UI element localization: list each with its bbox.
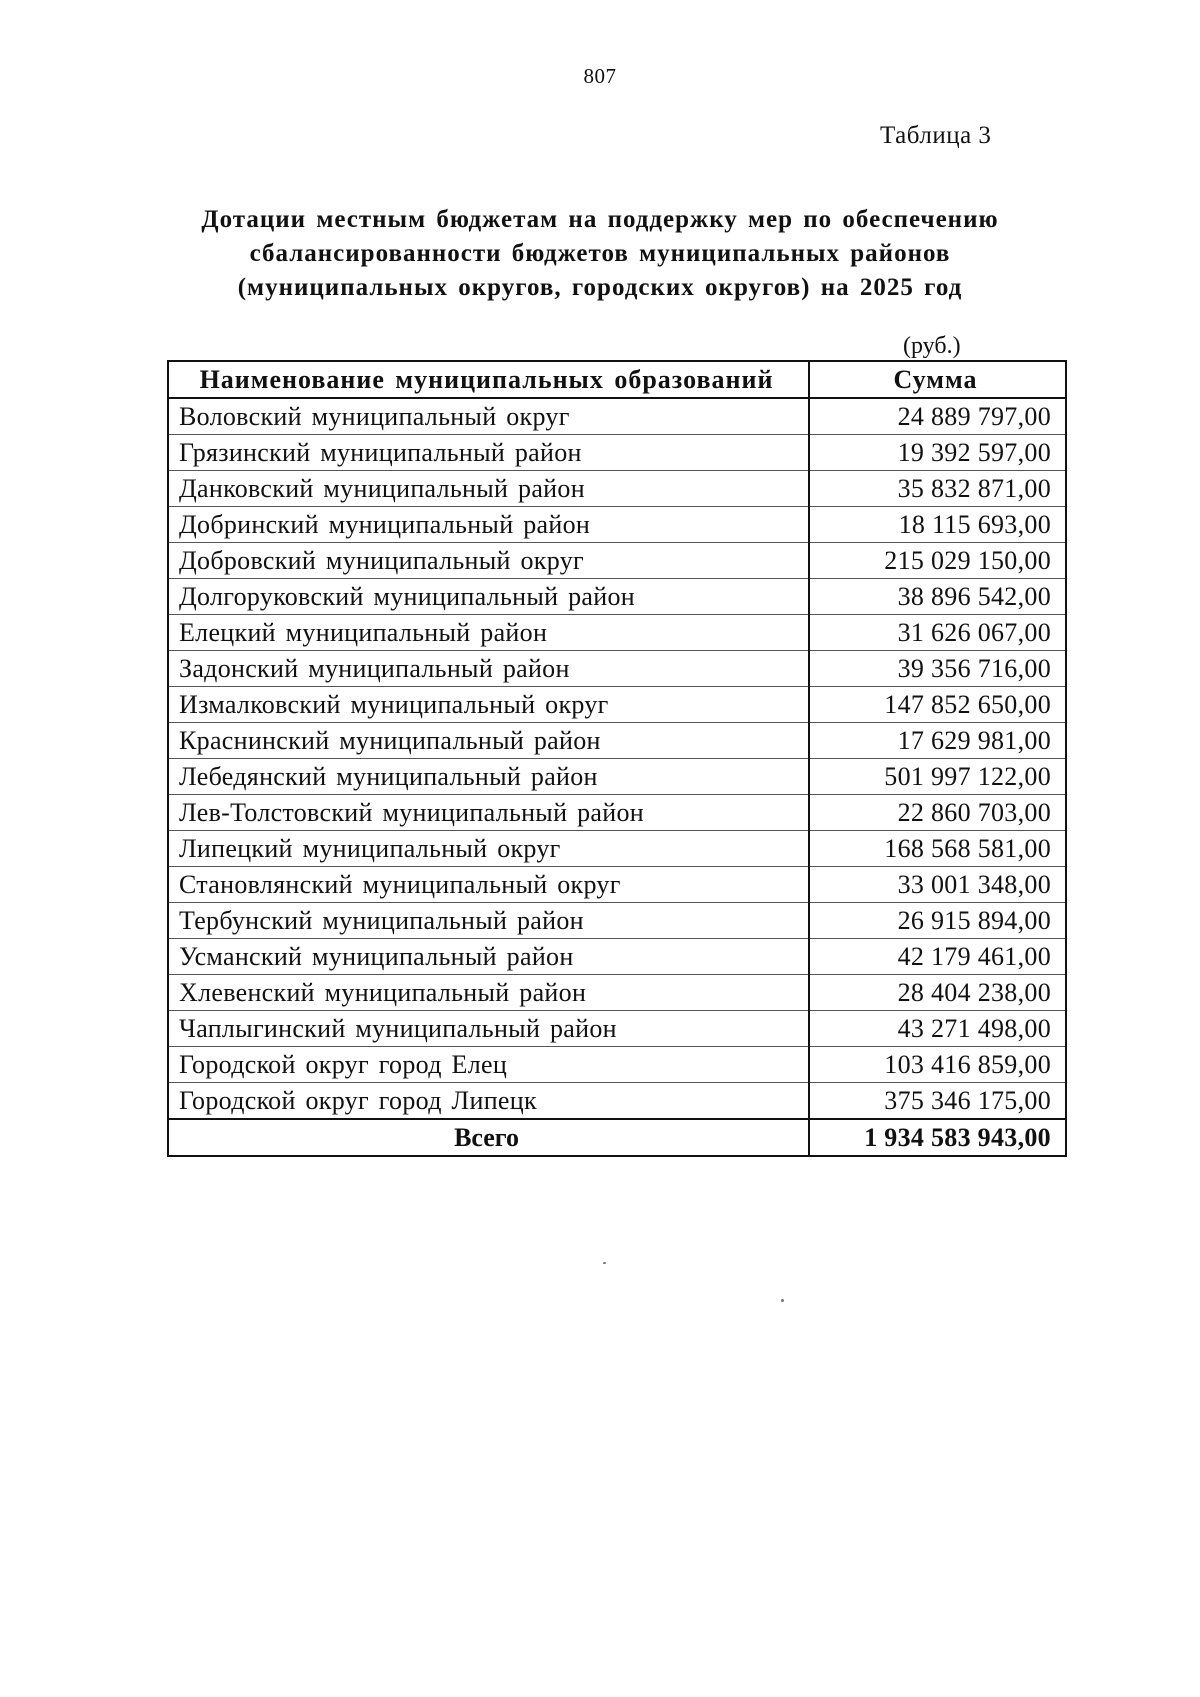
- municipality-name: Тербунский муниципальный район: [168, 903, 809, 939]
- table-row: [168, 651, 1066, 687]
- title-line: (муниципальных округов, городских округов) на 2025 год: [237, 274, 963, 301]
- table-label: Таблица 3: [880, 122, 992, 149]
- table-row: [168, 1083, 1066, 1120]
- table-row: [168, 975, 1066, 1011]
- municipality-sum: 501 997 122,00: [809, 759, 1066, 795]
- municipality-name: Данковский муниципальный район: [168, 471, 809, 507]
- table-row: [168, 471, 1066, 507]
- municipality-name: Добринский муниципальный район: [168, 507, 809, 543]
- currency-unit: (руб.): [903, 333, 961, 359]
- table-row: [168, 507, 1066, 543]
- municipality-name: Измалковский муниципальный округ: [168, 687, 809, 723]
- table-row: [168, 543, 1066, 579]
- municipality-name: Добровский муниципальный округ: [168, 543, 809, 579]
- municipality-sum: 375 346 175,00: [809, 1083, 1066, 1120]
- title-line: Дотации местным бюджетам на поддержку мер по обеспечению: [201, 206, 999, 233]
- document-title: [140, 203, 1060, 305]
- municipality-sum: 26 915 894,00: [809, 903, 1066, 939]
- table-row: [168, 795, 1066, 831]
- municipality-sum: 17 629 981,00: [809, 723, 1066, 759]
- municipality-sum: 18 115 693,00: [809, 507, 1066, 543]
- municipality-sum: 24 889 797,00: [809, 398, 1066, 435]
- municipality-name: Липецкий муниципальный округ: [168, 831, 809, 867]
- municipality-name: Воловский муниципальный округ: [168, 398, 809, 435]
- municipality-name: Хлевенский муниципальный район: [168, 975, 809, 1011]
- municipality-sum: 19 392 597,00: [809, 435, 1066, 471]
- municipality-sum: 38 896 542,00: [809, 579, 1066, 615]
- table-row: [168, 867, 1066, 903]
- municipality-name: Задонский муниципальный район: [168, 651, 809, 687]
- municipality-sum: 103 416 859,00: [809, 1047, 1066, 1083]
- table-row: [168, 903, 1066, 939]
- municipality-name: Елецкий муниципальный район: [168, 615, 809, 651]
- municipality-name: Лев-Толстовский муниципальный район: [168, 795, 809, 831]
- table-row: [168, 687, 1066, 723]
- municipality-sum: 31 626 067,00: [809, 615, 1066, 651]
- table-row: [168, 398, 1066, 435]
- table-header-row: [168, 361, 1066, 398]
- table-row: [168, 723, 1066, 759]
- table-row: [168, 831, 1066, 867]
- subsidies-table: [167, 360, 1067, 1157]
- municipality-name: Чаплыгинский муниципальный район: [168, 1011, 809, 1047]
- page-number: 807: [583, 64, 617, 88]
- table-row: [168, 435, 1066, 471]
- municipality-name: Городской округ город Елец: [168, 1047, 809, 1083]
- scan-speck: [603, 1262, 606, 1264]
- header-sum: Сумма: [809, 361, 1066, 398]
- total-sum: 1 934 583 943,00: [809, 1119, 1066, 1156]
- title-line: сбалансированности бюджетов муниципальных районов: [249, 240, 951, 267]
- municipality-sum: 33 001 348,00: [809, 867, 1066, 903]
- municipality-sum: 215 029 150,00: [809, 543, 1066, 579]
- municipality-sum: 28 404 238,00: [809, 975, 1066, 1011]
- municipality-sum: 42 179 461,00: [809, 939, 1066, 975]
- table-row: [168, 1011, 1066, 1047]
- municipality-name: Усманский муниципальный район: [168, 939, 809, 975]
- municipality-sum: 22 860 703,00: [809, 795, 1066, 831]
- municipality-name: Лебедянский муниципальный район: [168, 759, 809, 795]
- total-label: Всего: [168, 1119, 809, 1156]
- municipality-sum: 147 852 650,00: [809, 687, 1066, 723]
- table-row: [168, 579, 1066, 615]
- municipality-name: Грязинский муниципальный район: [168, 435, 809, 471]
- municipality-sum: 43 271 498,00: [809, 1011, 1066, 1047]
- municipality-sum: 39 356 716,00: [809, 651, 1066, 687]
- table-row: [168, 615, 1066, 651]
- scan-speck: [781, 1299, 784, 1302]
- municipality-name: Долгоруковский муниципальный район: [168, 579, 809, 615]
- table-row: [168, 939, 1066, 975]
- municipality-sum: 168 568 581,00: [809, 831, 1066, 867]
- municipality-name: Становлянский муниципальный округ: [168, 867, 809, 903]
- municipality-name: Краснинский муниципальный район: [168, 723, 809, 759]
- header-municipality: Наименование муниципальных образований: [168, 361, 809, 398]
- table-row: [168, 1047, 1066, 1083]
- total-row: [168, 1119, 1066, 1156]
- table-row: [168, 759, 1066, 795]
- municipality-sum: 35 832 871,00: [809, 471, 1066, 507]
- municipality-name: Городской округ город Липецк: [168, 1083, 809, 1120]
